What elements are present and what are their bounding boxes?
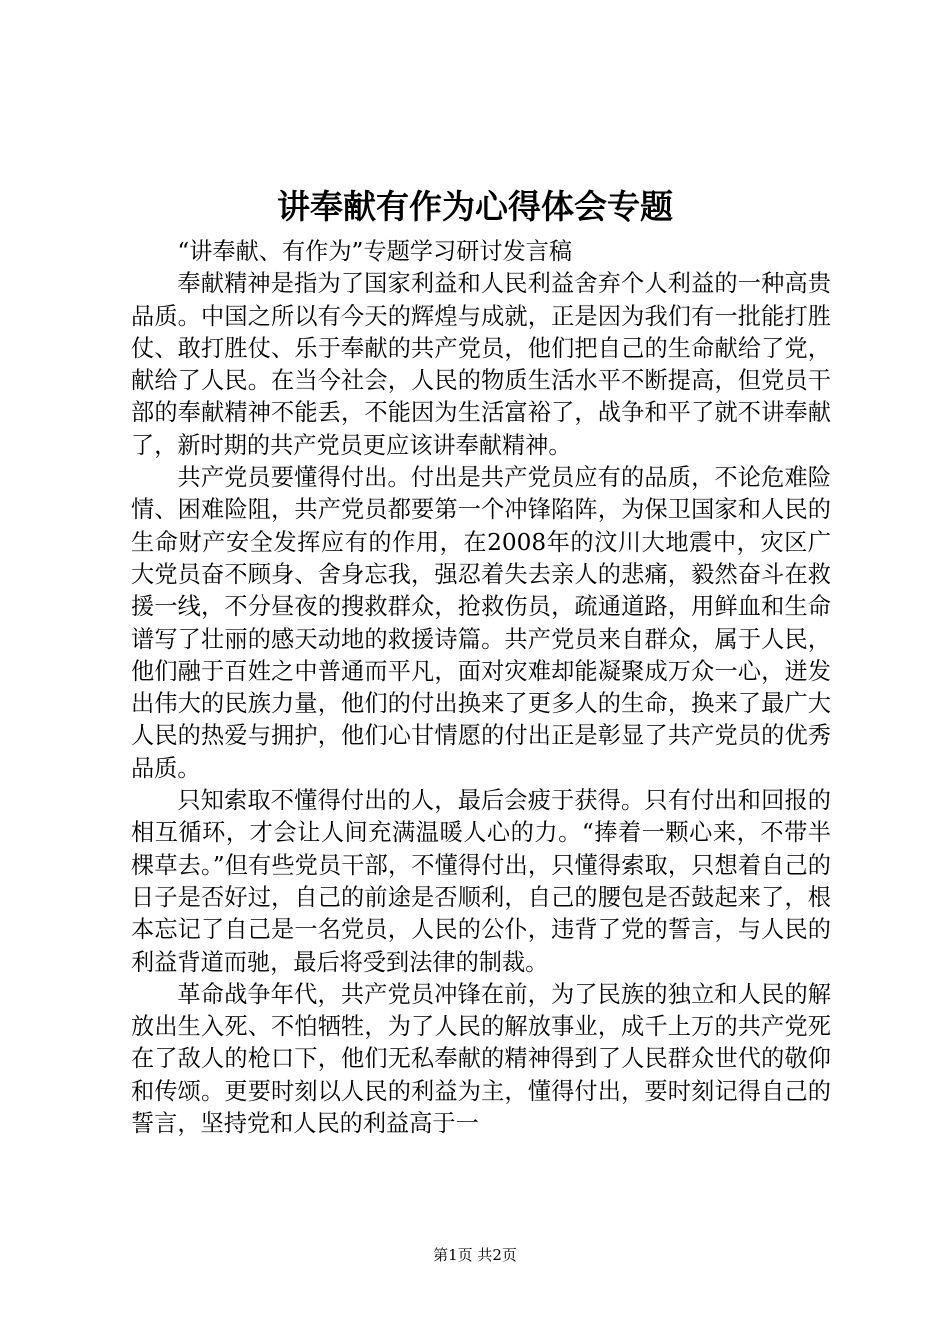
- paragraph: 共产党员要懂得付出。付出是共产党员应有的品质，不论危难险情、困难险阻，共产党员都要第一个冲锋陷阵，为保卫国家和人民的生命财产安全发挥应有的作用，在2008年的汶川大地震中，灾区广大党员奋不顾身、舍身忘我，强忍着失去亲人的悲痛，毅然奋斗在救援一线，不分昼夜的搜救群众，抢救伤员，疏通道路，用鲜血和生命谱写了壮丽的感天动地的救援诗篇。共产党员来自群众，属于人民，他们融于百姓之中普通而平凡，面对灾难却能凝聚成万众一心，迸发出伟大的民族力量，他们的付出换来了更多人的生命，换来了最广大人民的热爱与拥护，他们心甘情愿的付出正是彰显了共产党员的优秀品质。: [131, 464, 831, 782]
- document-body: [131, 236, 831, 1140]
- paragraph: 奉献精神是指为了国家利益和人民利益舍弃个人利益的一种高贵品质。中国之所以有今天的辉煌与成就，正是因为我们有一批能打胜仗、敢打胜仗、乐于奉献的共产党员，他们把自己的生命献给了党，献给了人民。在当今社会，人民的物质生活水平不断提高，但党员干部的奉献精神不能丢，不能因为生活富裕了，战争和平了就不讲奉献了，新时期的共产党员更应该讲奉献精神。: [131, 270, 831, 459]
- paragraph: 革命战争年代，共产党员冲锋在前，为了民族的独立和人民的解放出生入死、不怕牺牲，为了人民的解放事业，成千上万的共产党死在了敌人的枪口下，他们无私奉献的精神得到了人民群众世代的敬仰和传颂。更要时刻以人民的利益为主，懂得付出，要时刻记得自己的誓言，坚持党和人民的利益高于一: [131, 980, 831, 1138]
- page-footer: 第1页 共2页: [433, 1246, 517, 1264]
- paragraph-subtitle: “讲奉献、有作为”专题学习研讨发言稿: [177, 238, 573, 265]
- paragraph: 只知索取不懂得付出的人，最后会疲于获得。只有付出和回报的相互循环，才会让人间充满温暖人心的力。“捧着一颗心来，不带半棵草去。”但有些党员干部，不懂得付出，只懂得索取，只想着自己的日子是否好过，自己的前途是否顺利，自己的腰包是否鼓起来了，根本忘记了自己是一名党员，人民的公仆，违背了党的誓言，与人民的利益背道而驰，最后将受到法律的制裁。: [131, 787, 831, 976]
- document-title: 讲奉献有作为心得体会专题: [277, 187, 673, 226]
